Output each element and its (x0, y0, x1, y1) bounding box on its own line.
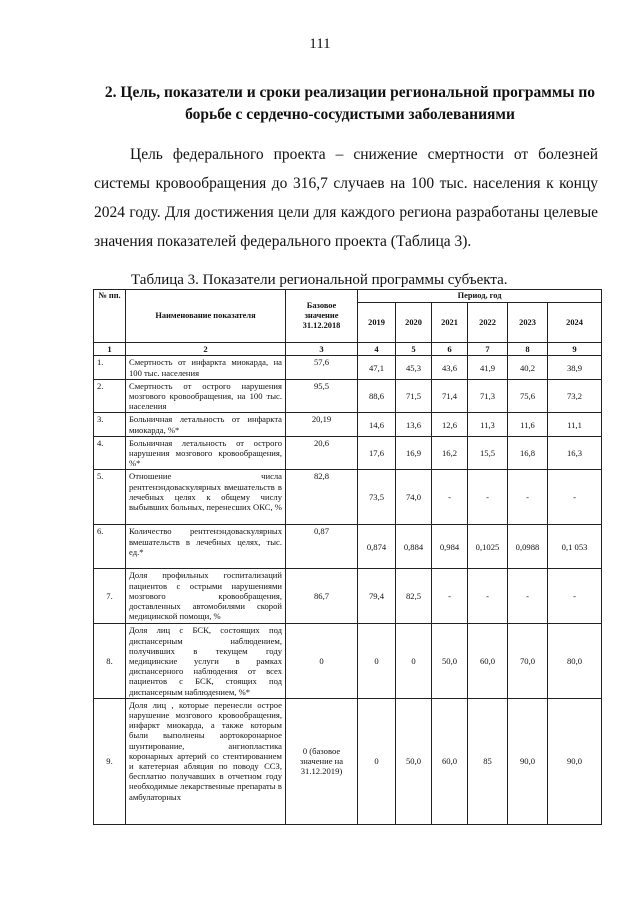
indicator-name: Доля профильных госпитализаций пациентов с острыми нарушениями мозгового кровообращения, доставленных автомобилями скорой медицинской помощи, % (126, 569, 286, 624)
year-value: 79,4 (358, 569, 396, 624)
year-value: - (432, 569, 468, 624)
table-row (94, 698, 602, 824)
year-value: 12,6 (432, 413, 468, 436)
year-value: 82,5 (396, 569, 432, 624)
year-value: 60,0 (468, 624, 508, 698)
indicators-table (93, 289, 602, 825)
year-value: - (548, 569, 602, 624)
table-row (94, 569, 602, 624)
year-value: 0,1025 (468, 525, 508, 569)
header-year: 2019 (358, 303, 396, 343)
indicator-name: Доля лиц , которые перенесли острое нарушение мозгового кровообращения, инфаркт миокарда, а также которым были выполнены аортокоронарное шунтирование, ангиопластика коронарных артерий со стентированием и катетерная абляция по поводу ССЗ, бесплатно получавших в отчетном году необходимые лекарственные препараты в амбулаторных (126, 698, 286, 824)
year-value: 40,2 (508, 356, 548, 379)
year-value: 41,9 (468, 356, 508, 379)
header-year: 2021 (432, 303, 468, 343)
year-value: - (548, 470, 602, 525)
base-value: 95,5 (286, 379, 358, 413)
section-heading: 2. Цель, показатели и сроки реализации региональной программы по борьбе с сердечно-сосудистыми заболеваниями (104, 84, 596, 123)
table-row (94, 470, 602, 525)
header-period: Период, год (358, 290, 602, 303)
row-number: 8. (94, 624, 126, 698)
year-value: 14,6 (358, 413, 396, 436)
year-value: 11,6 (508, 413, 548, 436)
intro-line: Цель федерального проекта – снижение смертности от болезней (130, 146, 598, 163)
year-value: 38,9 (548, 356, 602, 379)
header-year: 2024 (548, 303, 602, 343)
year-value: 71,5 (396, 379, 432, 413)
intro-line: значения показателей федерального проекта (Таблица 3). (94, 233, 472, 250)
intro-paragraph (94, 140, 598, 256)
year-value: - (468, 470, 508, 525)
year-value: 0,984 (432, 525, 468, 569)
indicator-name: Больничная летальность от инфаркта миокарда, %* (126, 413, 286, 436)
row-number: 9. (94, 698, 126, 824)
index-row (94, 343, 602, 356)
base-value: 20,19 (286, 413, 358, 436)
intro-line: системы кровообращения до 316,7 случаев на 100 тыс. населения к концу (94, 175, 598, 192)
table-row (94, 525, 602, 569)
row-number: 5. (94, 470, 126, 525)
index-cell: 3 (286, 343, 358, 356)
year-value: 50,0 (396, 698, 432, 824)
row-number: 1. (94, 356, 126, 379)
year-value: 75,6 (508, 379, 548, 413)
table-row (94, 413, 602, 436)
year-value: 50,0 (432, 624, 468, 698)
year-value: 13,6 (396, 413, 432, 436)
year-value: 15,5 (468, 436, 508, 470)
table-caption: Таблица 3. Показатели региональной программы субъекта. (131, 272, 508, 288)
year-value: 45,3 (396, 356, 432, 379)
indicator-name: Больничная летальность от острого нарушения мозгового кровообращения, %* (126, 436, 286, 470)
year-value: 71,4 (432, 379, 468, 413)
intro-line: 2024 году. Для достижения цели для каждого региона разработаны целевые (94, 204, 598, 221)
year-value: 17,6 (358, 436, 396, 470)
indicator-name: Смертность от инфаркта миокарда, на 100 тыс. населения (126, 356, 286, 379)
year-value: 43,6 (432, 356, 468, 379)
header-year: 2023 (508, 303, 548, 343)
year-value: 16,8 (508, 436, 548, 470)
row-number: 2. (94, 379, 126, 413)
page-number: 111 (309, 36, 331, 52)
base-value: 20,6 (286, 436, 358, 470)
base-value: 0 (286, 624, 358, 698)
row-number: 3. (94, 413, 126, 436)
year-value: 16,2 (432, 436, 468, 470)
indicator-name: Количество рентгенэндоваскулярных вмешательств в лечебных целях, тыс. ед.* (126, 525, 286, 569)
header-name: Наименование показателя (126, 290, 286, 343)
index-cell: 2 (126, 343, 286, 356)
base-value: 57,6 (286, 356, 358, 379)
year-value: 0 (358, 698, 396, 824)
year-value: 16,3 (548, 436, 602, 470)
year-value: 71,3 (468, 379, 508, 413)
year-value: 16,9 (396, 436, 432, 470)
index-cell: 7 (468, 343, 508, 356)
base-value: 82,8 (286, 470, 358, 525)
table-row (94, 356, 602, 379)
year-value: 80,0 (548, 624, 602, 698)
indicator-name: Смертность от острого нарушения мозгового кровообращения, на 100 тыс. населения (126, 379, 286, 413)
year-value: 73,5 (358, 470, 396, 525)
header-num: № пп. (94, 290, 126, 343)
row-number: 6. (94, 525, 126, 569)
index-cell: 9 (548, 343, 602, 356)
index-cell: 8 (508, 343, 548, 356)
table-row (94, 436, 602, 470)
base-value: 86,7 (286, 569, 358, 624)
indicator-name: Отношение числа рентгенэндоваскулярных вмешательств в лечебных целях к общему числу выбывших больных, перенесших ОКС, % (126, 470, 286, 525)
row-number: 7. (94, 569, 126, 624)
header-year: 2022 (468, 303, 508, 343)
table-row (94, 624, 602, 698)
year-value: 0 (396, 624, 432, 698)
year-value: 47,1 (358, 356, 396, 379)
year-value: 60,0 (432, 698, 468, 824)
year-value: - (508, 569, 548, 624)
header-base: Базовое значение 31.12.2018 (286, 290, 358, 343)
year-value: 88,6 (358, 379, 396, 413)
indicator-name: Доля лиц с БСК, состоящих под диспансерным наблюдением, получивших в текущем году медицинские услуги в рамках диспансерного наблюдения от всех пациентов с БСК, стоящих под диспансерным наблюдением, %* (126, 624, 286, 698)
year-value: - (468, 569, 508, 624)
year-value: 0,884 (396, 525, 432, 569)
year-value: 0,874 (358, 525, 396, 569)
year-value: - (508, 470, 548, 525)
index-cell: 1 (94, 343, 126, 356)
year-value: 0,1 053 (548, 525, 602, 569)
year-value: 85 (468, 698, 508, 824)
year-value: 70,0 (508, 624, 548, 698)
row-number: 4. (94, 436, 126, 470)
index-cell: 4 (358, 343, 396, 356)
table-row (94, 379, 602, 413)
year-value: - (432, 470, 468, 525)
year-value: 74,0 (396, 470, 432, 525)
year-value: 90,0 (508, 698, 548, 824)
year-value: 11,3 (468, 413, 508, 436)
base-value: 0,87 (286, 525, 358, 569)
base-value: 0 (базовое значение на 31.12.2019) (286, 698, 358, 824)
year-value: 0,0988 (508, 525, 548, 569)
year-value: 0 (358, 624, 396, 698)
year-value: 11,1 (548, 413, 602, 436)
index-cell: 5 (396, 343, 432, 356)
header-year: 2020 (396, 303, 432, 343)
year-value: 90,0 (548, 698, 602, 824)
year-value: 73,2 (548, 379, 602, 413)
index-cell: 6 (432, 343, 468, 356)
